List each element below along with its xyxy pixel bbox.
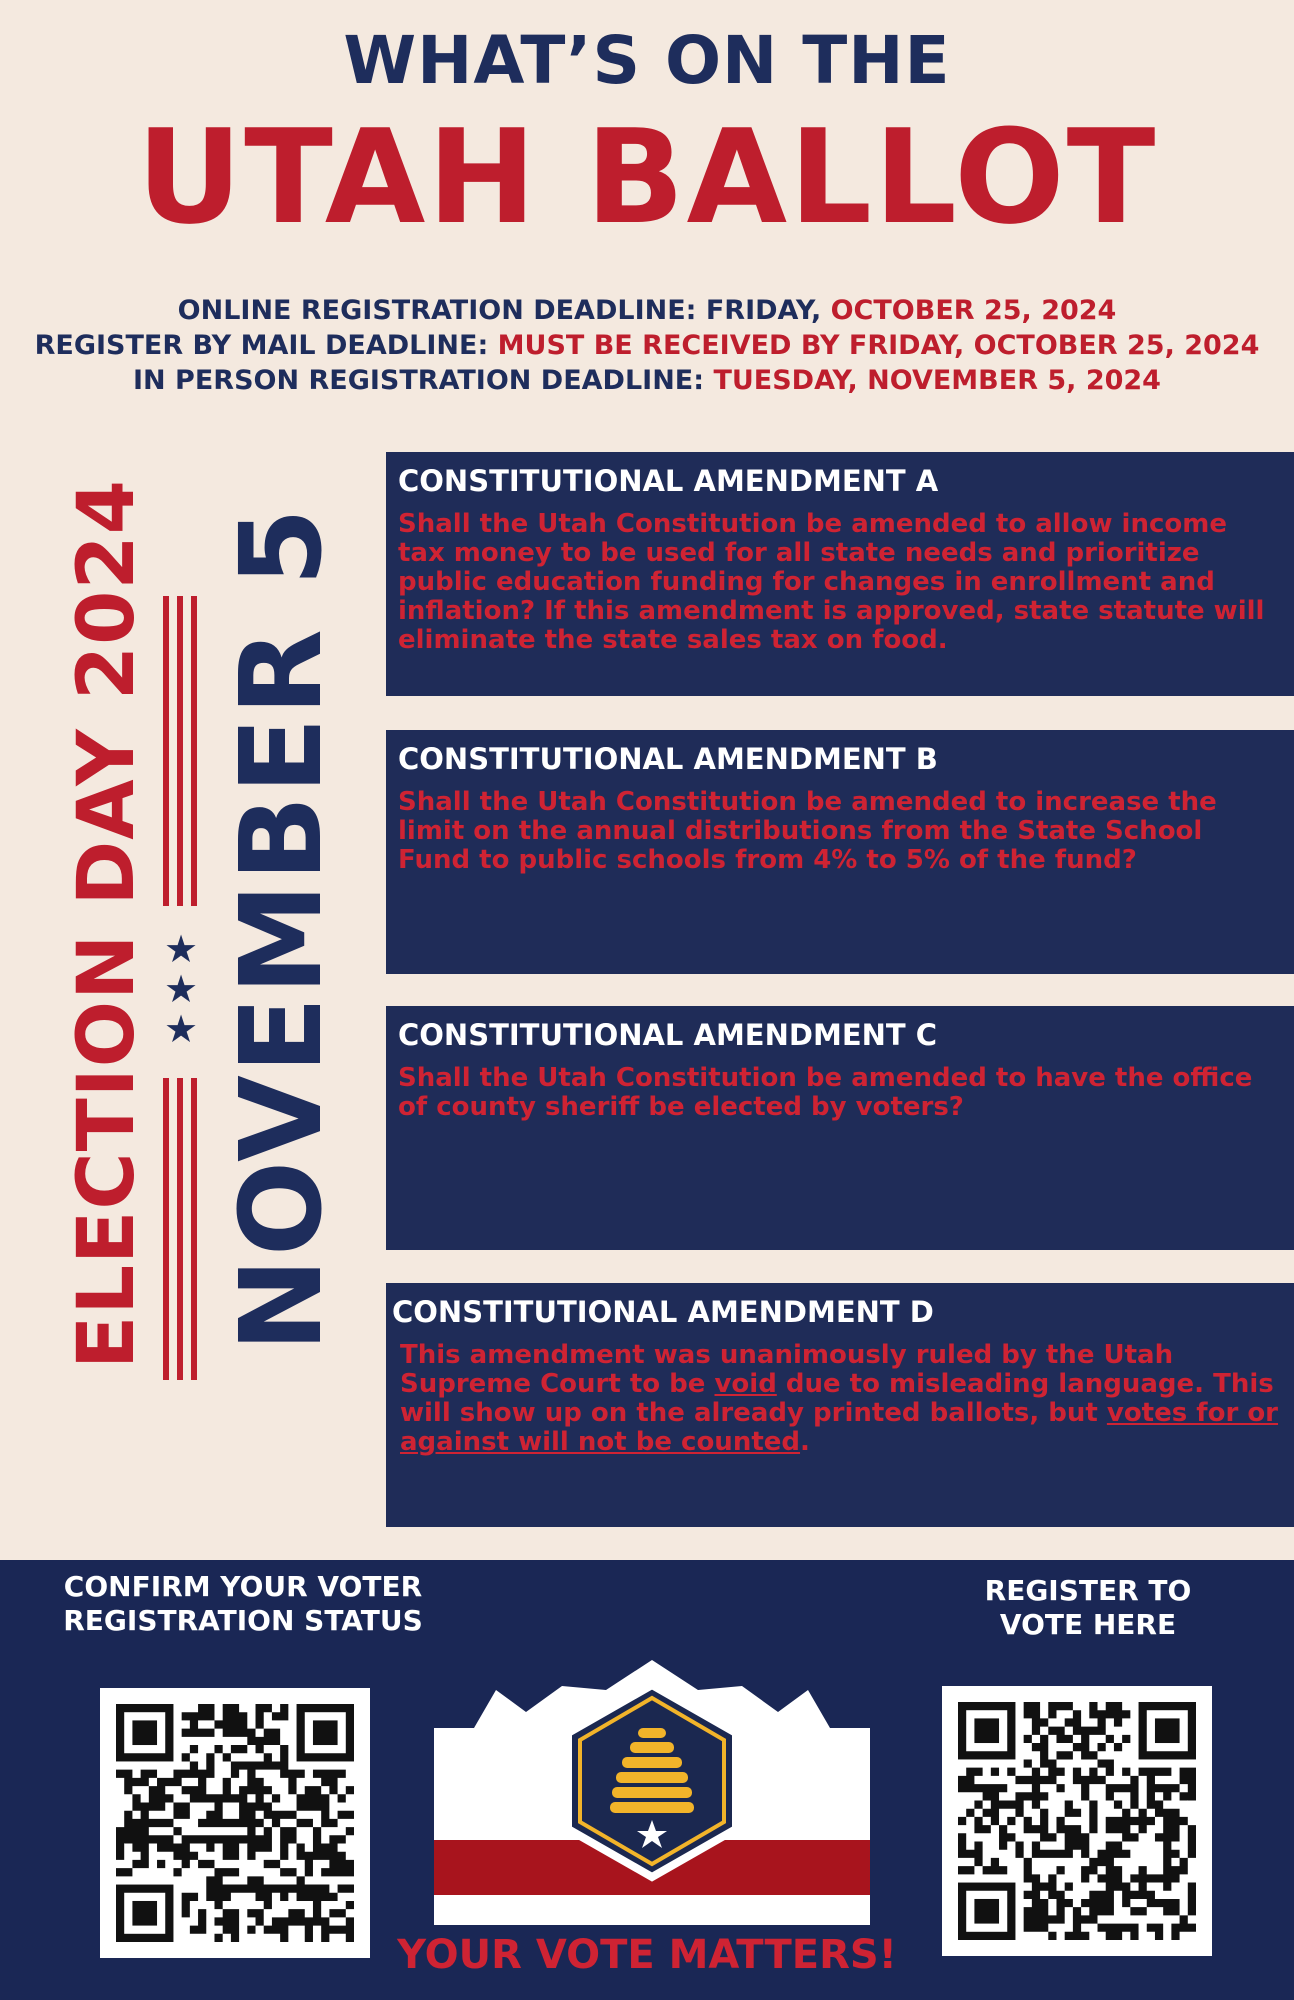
stripe: [177, 1078, 183, 1380]
deadline-label: ONLINE REGISTRATION DEADLINE: FRIDAY,: [177, 295, 831, 326]
amendment-a-text: Shall the Utah Constitution be amended to allow income tax money to be used for all state needs and prioritize public education funding for changes in enrollment and inflation? If this amendment is approved, state statute will eliminate the state sales tax on food.: [398, 508, 1265, 656]
star-icon: ★: [163, 967, 199, 1011]
qr-code-icon[interactable]: [942, 1686, 1212, 1956]
amendment-a-box: [386, 452, 1294, 696]
amendment-a-title: CONSTITUTIONAL AMENDMENT A: [398, 464, 939, 498]
stripe: [163, 596, 169, 906]
deadline-value: OCTOBER 25, 2024: [830, 295, 1117, 326]
stripe: [163, 1078, 169, 1380]
amendment-d-text-part: due to misleading language. This will show up on the already printed ballots, but: [400, 1369, 1274, 1429]
amendment-d-text-end: .: [800, 1427, 810, 1458]
election-day-label: ELECTION DAY 2024: [62, 479, 152, 1369]
amendment-c-text: Shall the Utah Constitution be amended to have the office of county sheriff be elected by voters?: [398, 1062, 1253, 1122]
amendment-b-box: [386, 730, 1294, 974]
amendment-d-title: CONSTITUTIONAL AMENDMENT D: [392, 1295, 934, 1329]
qr-code-icon[interactable]: [100, 1688, 370, 1958]
deadline-label: IN PERSON REGISTRATION DEADLINE:: [133, 365, 714, 396]
mail-registration-deadline: [0, 332, 1294, 359]
title-line-1: WHAT’S ON THE: [343, 22, 951, 99]
utah-flag-icon: [434, 1660, 870, 1925]
confirm-registration-caption: CONFIRM YOUR VOTER REGISTRATION STATUS: [63, 1570, 423, 1637]
in-person-registration-deadline: [0, 367, 1294, 394]
online-registration-deadline: [0, 297, 1294, 324]
qr-pattern: [958, 1702, 1196, 1940]
stripe: [177, 596, 183, 906]
amendment-b-text: Shall the Utah Constitution be amended to increase the limit on the annual distributions from the State School Fund to public schools from 4% to 5% of the fund?: [398, 786, 1217, 876]
not-counted-phrase: votes for or against will not be counted: [400, 1398, 1279, 1458]
title-line-2: UTAH BALLOT: [136, 101, 1158, 253]
amendment-d-text-part: This amendment was unanimously ruled by the Utah Supreme Court to be: [400, 1339, 1174, 1399]
star-icon: ★: [163, 927, 199, 971]
register-to-vote-caption: REGISTER TO VOTE HERE: [984, 1574, 1192, 1641]
qr-pattern: [116, 1704, 354, 1942]
amendment-b-title: CONSTITUTIONAL AMENDMENT B: [398, 742, 938, 776]
amendment-c-title: CONSTITUTIONAL AMENDMENT C: [398, 1018, 938, 1052]
stripe: [191, 596, 197, 906]
your-vote-matters-slogan: YOUR VOTE MATTERS!: [397, 1932, 897, 1978]
void-word: void: [714, 1369, 777, 1399]
deadline-value: TUESDAY, NOVEMBER 5, 2024: [713, 365, 1161, 396]
amendment-d-text: [392, 1341, 1280, 1457]
deadline-label: REGISTER BY MAIL DEADLINE:: [34, 330, 498, 361]
election-date: NOVEMBER 5: [217, 506, 347, 1352]
star-icon: ★: [163, 1007, 199, 1051]
deadline-value: MUST BE RECEIVED BY FRIDAY, OCTOBER 25, 2024: [497, 330, 1260, 361]
amendment-c-box: [386, 1006, 1294, 1250]
amendment-d-box: [386, 1283, 1294, 1527]
stripe: [191, 1078, 197, 1380]
